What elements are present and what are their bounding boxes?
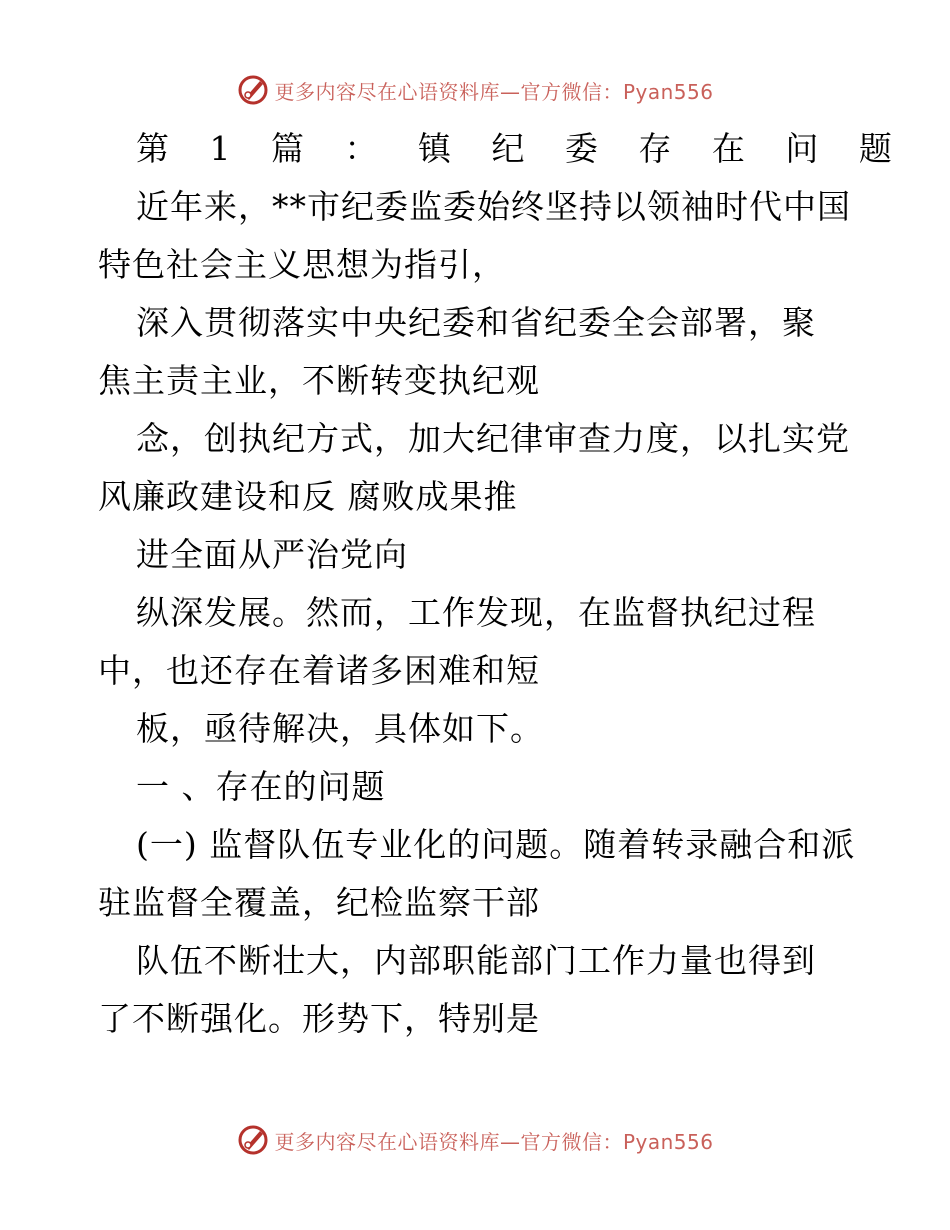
paragraph-line: 队伍不断壮大，内部职能部门工作力量也得到 [136,941,816,980]
header-banner-text: 更多内容尽在心语资料库—官方微信：Pyan556 [274,79,714,104]
paragraph-line: 中，也还存在着诸多困难和短 [98,651,540,690]
paragraph-line: 焦主责主业，不断转变执纪观 [98,361,540,400]
paragraph-line: 了不断强化。形势下，特别是 [98,999,540,1038]
document-title: 第 1 篇 ： 镇 纪 委 存 在 问 题 [136,129,907,168]
pen-logo-icon [236,1123,270,1157]
paragraph-line: 深入贯彻落实中央纪委和省纪委全会部署，聚 [136,303,816,342]
paragraph-line: 念，创执纪方式，加大纪律审查力度，以扎实党 [136,419,850,458]
paragraph-line: (一) 监督队伍专业化的问题。随着转录融合和派 [136,825,856,864]
pen-logo-icon [236,73,270,107]
paragraph-line: 风廉政建设和反 腐败成果推 [98,477,518,516]
paragraph-line: 纵深发展。然而，工作发现，在监督执纪过程 [136,593,816,632]
paragraph-line: 特色社会主义思想为指引， [98,245,506,284]
paragraph-line: 板，亟待解决，具体如下。 [136,709,544,748]
document-body [98,120,907,1048]
section-heading: 一 、存在的问题 [136,767,386,806]
footer-banner-text: 更多内容尽在心语资料库—官方微信：Pyan556 [274,1129,714,1154]
paragraph-line: 近年来，**市纪委监委始终坚持以领袖时代中国 [136,187,851,226]
header-banner [0,70,950,110]
paragraph-line: 驻监督全覆盖，纪检监察干部 [98,883,540,922]
paragraph-line: 进全面从严治党向 [136,535,408,574]
footer-banner [0,1120,950,1160]
